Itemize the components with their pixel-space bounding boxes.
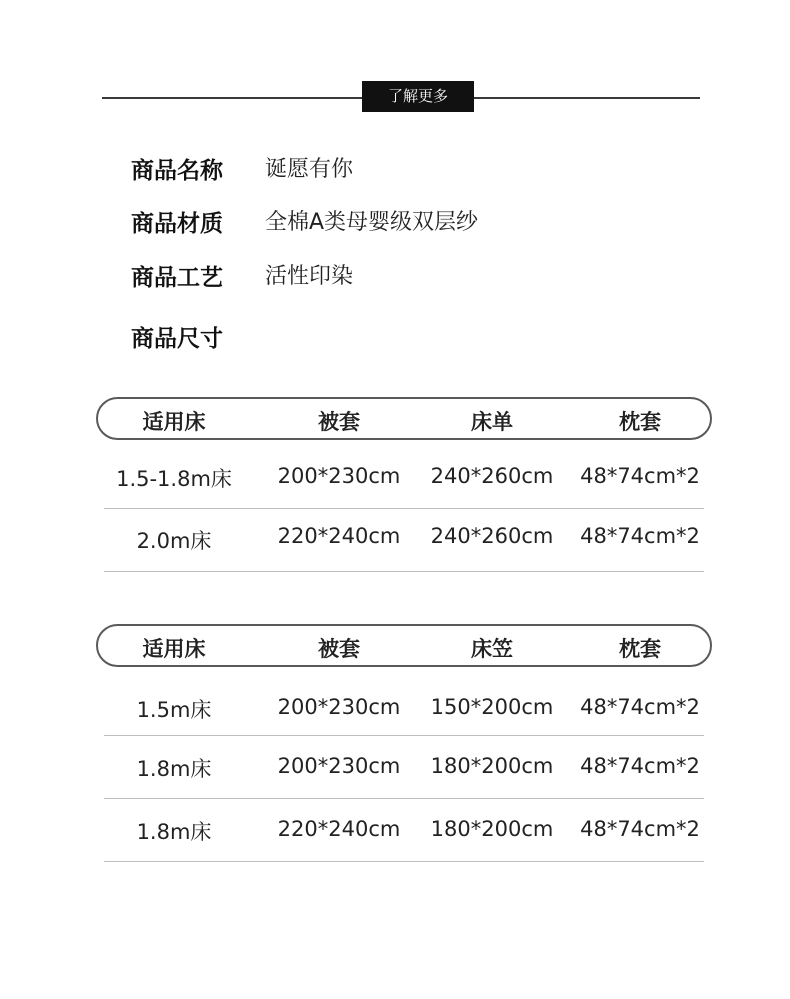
info-value: 活性印染	[265, 264, 354, 289]
row-divider	[104, 508, 704, 509]
table-cell: 48*74cm*2	[580, 754, 700, 778]
table-cell: 200*230cm	[277, 754, 401, 778]
row-divider	[104, 861, 704, 862]
info-key: 商品材质	[131, 211, 223, 237]
table-cell: 240*260cm	[430, 464, 554, 488]
row-divider	[104, 571, 704, 572]
table-cell: 180*200cm	[430, 754, 554, 778]
info-value: 诞愿有你	[265, 157, 354, 182]
learn-more-tag: 了解更多	[362, 81, 474, 112]
table-cell: 1.8m床	[136, 820, 212, 844]
info-value: 全棉A类母婴级双层纱	[265, 210, 479, 235]
info-key: 商品名称	[131, 158, 223, 184]
table-cell: 1.5m床	[136, 698, 212, 722]
table1-header-pillowcase: 枕套	[619, 410, 661, 434]
info-key: 商品尺寸	[131, 326, 223, 352]
table1-header-bed: 适用床	[142, 410, 206, 434]
info-key: 商品工艺	[131, 265, 223, 291]
table2-header-duvet: 被套	[318, 637, 360, 661]
table-cell: 48*74cm*2	[580, 524, 700, 548]
table-cell: 48*74cm*2	[580, 464, 700, 488]
table1-header-duvet: 被套	[318, 410, 360, 434]
table-cell: 200*230cm	[277, 695, 401, 719]
table2-header-fitted-sheet: 床笠	[471, 637, 513, 661]
table-cell: 1.5-1.8m床	[116, 467, 232, 491]
table2-header-pillowcase: 枕套	[619, 637, 661, 661]
table-cell: 180*200cm	[430, 817, 554, 841]
table-cell: 48*74cm*2	[580, 817, 700, 841]
table1-header-sheet: 床单	[471, 410, 513, 434]
table-cell: 200*230cm	[277, 464, 401, 488]
table2-header-bed: 适用床	[142, 637, 206, 661]
table-cell: 2.0m床	[136, 529, 212, 553]
table-cell: 48*74cm*2	[580, 695, 700, 719]
table-cell: 150*200cm	[430, 695, 554, 719]
table-cell: 220*240cm	[277, 524, 401, 548]
table-cell: 220*240cm	[277, 817, 401, 841]
table-cell: 240*260cm	[430, 524, 554, 548]
table-cell: 1.8m床	[136, 757, 212, 781]
row-divider	[104, 735, 704, 736]
row-divider	[104, 798, 704, 799]
